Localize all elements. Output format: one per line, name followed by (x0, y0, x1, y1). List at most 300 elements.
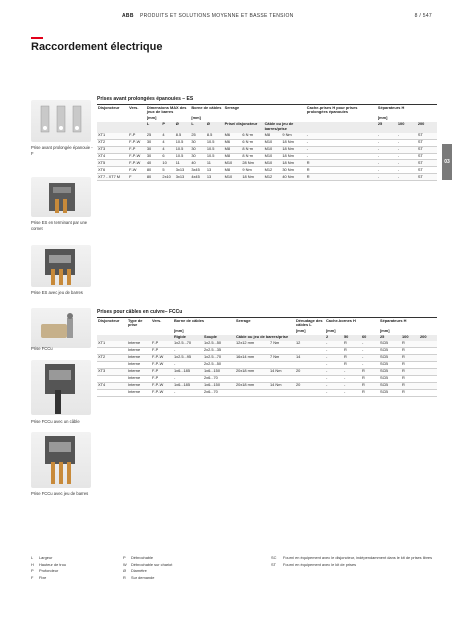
table-row (97, 375, 437, 382)
table-cell: 1x2.5...70 (203, 354, 235, 361)
table-cell (419, 354, 437, 361)
fccu-sub: Rigide (173, 335, 203, 341)
legend-item (123, 568, 213, 575)
table-cell: M6 (224, 133, 242, 139)
table-cell: Interne (127, 368, 151, 375)
table-cell: 30 (146, 153, 162, 160)
table-cell (295, 389, 325, 396)
table-cell: R (306, 174, 377, 181)
table-cell: 14 Nm (269, 368, 295, 375)
table-cell: XT6 (97, 167, 128, 174)
fccu-unit: [mm] (174, 328, 184, 334)
table-cell: F-P-W (151, 382, 173, 389)
table-cell: 30 (190, 153, 206, 160)
fccu-section-title: Prises pour câbles en cuivre– FCCu (97, 309, 183, 315)
page-number: 8 / 547 (414, 13, 432, 19)
table-cell: - (377, 133, 397, 139)
table-cell: 2x2.5...35 (203, 347, 235, 354)
table-cell: ST (417, 139, 437, 146)
table-cell: - (325, 361, 343, 368)
table-cell: R (343, 347, 361, 354)
es-table-body (97, 133, 437, 181)
table-cell: 1x6...185 (173, 382, 203, 389)
table-cell: - (306, 153, 377, 160)
table-cell (419, 347, 437, 354)
caption-fccu: Prise FCCu (31, 346, 53, 351)
legend-key: SC (271, 555, 277, 560)
table-cell: F-P-W (128, 153, 146, 160)
table-row (97, 139, 437, 146)
table-cell: F-P-W (151, 354, 173, 361)
table-cell: - (361, 347, 379, 354)
es-sub: Ø (206, 122, 224, 133)
table-cell: 30 (146, 146, 162, 153)
fccu-sub: 25 (379, 335, 401, 341)
table-cell: SCB (379, 389, 401, 396)
table-cell: 14 Nm (269, 382, 295, 389)
fccu-table (97, 317, 437, 397)
table-cell: 18 Nm (241, 174, 263, 181)
table-cell: Interne (127, 361, 151, 368)
table-cell: 10.5 (175, 146, 191, 153)
title-accent-bar (31, 37, 43, 39)
es-h-torque: Serrage (224, 105, 306, 116)
table-cell: - (397, 133, 417, 139)
legend-text: Fourni en équipement avec le disjoncteur, indépendamment dans le kit de prises libres (283, 555, 433, 560)
es-terminal-image (31, 100, 91, 142)
table-cell: 11 (206, 160, 224, 167)
table-cell: XT3 (97, 368, 127, 375)
fccu-h-strip: Dénudage des câbles L (295, 318, 325, 329)
table-cell: 7 Nm (269, 341, 295, 347)
table-cell: 18 Nm (281, 160, 305, 167)
table-cell: 18 Nm (281, 146, 305, 153)
table-cell: - (343, 368, 361, 375)
table-cell: 12 (295, 341, 325, 347)
table-cell: 11 (175, 160, 191, 167)
table-cell: R (401, 389, 419, 396)
table-cell: 10.5 (206, 139, 224, 146)
table-cell: 1x2.5...50 (203, 341, 235, 347)
table-cell (419, 389, 437, 396)
legend-key: ST (271, 561, 276, 567)
brand-name: ABB (122, 13, 134, 19)
table-cell (97, 375, 127, 382)
table-cell: 4 (161, 133, 174, 139)
table-cell: - (325, 347, 343, 354)
legend-item (123, 575, 213, 582)
table-cell: 10.5 (175, 153, 191, 160)
fccu-table-body (97, 341, 437, 396)
table-cell: 6 N·m (241, 133, 263, 139)
legend-item (123, 562, 213, 569)
fccu-h-torque: Serrage (235, 318, 295, 329)
legend-text: Débrochable sur chariot (131, 561, 173, 567)
es-sub: Câble ou jeu de barres/prise (264, 122, 306, 133)
table-cell: - (173, 375, 203, 382)
table-cell: - (306, 139, 377, 146)
es-busbar-image (31, 245, 91, 287)
table-cell (269, 347, 295, 354)
es-h-busbar: Dimensions MAX des jeux de barres (146, 105, 190, 116)
table-cell: - (343, 382, 361, 389)
fccu-busbar-image (31, 432, 91, 488)
table-cell: ST (417, 160, 437, 167)
table-cell: F-P-W (151, 389, 173, 396)
table-row (97, 354, 437, 361)
legend-text: Fourni en équipement avec le kit de prises (283, 561, 357, 567)
table-cell: - (361, 354, 379, 361)
table-cell: - (377, 153, 397, 160)
es-section-title: Prises avant prolongées épanouies – ES (97, 96, 194, 102)
table-cell: 3x45 (190, 167, 206, 174)
table-cell: 28 Nm (241, 160, 263, 167)
legend-key: Ø (123, 568, 127, 574)
table-cell: - (325, 375, 343, 382)
legend-key: W (123, 561, 127, 567)
table-cell: XT2 (97, 354, 127, 361)
table-cell: Interne (127, 375, 151, 382)
table-cell: - (325, 389, 343, 396)
es-h-breaker: Disjoncteur (97, 105, 128, 116)
header-section: PRODUITS ET SOLUTIONS MOYENNE ET BASSE TENSION (140, 13, 294, 19)
table-cell: F-P (151, 347, 173, 354)
table-cell: SCB (379, 354, 401, 361)
table-row (97, 368, 437, 375)
table-row (97, 389, 437, 396)
table-cell: SCB (379, 368, 401, 375)
table-cell: - (325, 382, 343, 389)
table-cell: Interne (127, 347, 151, 354)
table-cell: R (401, 347, 419, 354)
legend-item (31, 568, 91, 575)
legend-text: Largeur (39, 555, 53, 560)
es-sub: L (190, 122, 206, 133)
es-sub: P (161, 122, 174, 133)
table-row (97, 382, 437, 389)
caption-fccu-cable: Prise FCCu avec un câble (31, 419, 80, 424)
table-cell: Interne (127, 382, 151, 389)
table-cell: 8.5 (175, 133, 191, 139)
table-cell (269, 361, 295, 368)
table-cell: 3x13 (175, 174, 191, 181)
table-row (97, 361, 437, 368)
fccu-h-cover: Cache-bornes H (325, 318, 379, 329)
table-cell: - (397, 146, 417, 153)
table-cell (235, 389, 269, 396)
legend-item (123, 555, 213, 562)
table-cell: - (325, 368, 343, 375)
table-cell: - (306, 133, 377, 139)
table-cell: XT1 (97, 341, 127, 347)
table-cell: M8 (224, 153, 242, 160)
table-cell: M8 (224, 146, 242, 153)
fccu-sub: 50 (343, 335, 361, 341)
table-cell: 40 Nm (281, 174, 305, 181)
table-cell: F-P (128, 146, 146, 153)
table-cell: R (361, 368, 379, 375)
table-cell: ST (417, 133, 437, 139)
table-cell: R (343, 341, 361, 347)
legend-item (31, 555, 91, 562)
table-cell (97, 389, 127, 396)
table-cell: R (401, 375, 419, 382)
table-cell (419, 375, 437, 382)
es-unit: [mm] (191, 115, 201, 121)
table-cell: 14 (295, 354, 325, 361)
table-row (97, 347, 437, 354)
es-unit: [mm] (377, 115, 388, 121)
legend-col-3 (271, 555, 433, 568)
table-cell: F-P-W (128, 160, 146, 167)
table-cell: XT3 (97, 146, 128, 153)
table-cell: 30 Nm (281, 167, 305, 174)
table-cell: Interne (127, 341, 151, 347)
table-cell: 1x2.5...70 (173, 341, 203, 347)
table-cell: 13 (206, 174, 224, 181)
table-cell (235, 347, 269, 354)
table-cell: 20 (295, 368, 325, 375)
legend-key: P (123, 555, 126, 560)
es-sub: 100 (397, 122, 417, 133)
table-cell: SCB (379, 347, 401, 354)
table-cell: ST (417, 174, 437, 181)
table-cell: SCB (379, 341, 401, 347)
table-cell: - (377, 146, 397, 153)
table-cell: - (306, 146, 377, 153)
table-cell: SCB (379, 382, 401, 389)
table-cell: R (401, 368, 419, 375)
es-h-separators: Séparateurs H (377, 105, 437, 116)
fccu-terminal-image (31, 308, 91, 348)
table-cell: 30 (190, 139, 206, 146)
table-cell: XT1 (97, 133, 128, 139)
legend-text: Profondeur (39, 568, 59, 574)
table-cell: 6 N·m (241, 139, 263, 146)
table-cell: F-P (151, 341, 173, 347)
fccu-unit: [mm] (296, 328, 306, 334)
table-cell (97, 361, 127, 368)
table-cell: - (361, 341, 379, 347)
fccu-cable-image (31, 360, 91, 415)
table-cell: 16x14 mm (235, 354, 269, 361)
table-cell: M10 (264, 153, 282, 160)
table-cell: 1x6...150 (203, 382, 235, 389)
table-cell: - (377, 167, 397, 174)
table-cell: 1x6...185 (173, 368, 203, 375)
table-cell: R (401, 382, 419, 389)
table-cell: 25 (146, 133, 162, 139)
table-cell: R (343, 354, 361, 361)
legend-key: P (31, 568, 34, 574)
table-cell (295, 375, 325, 382)
table-row (97, 160, 437, 167)
table-cell: 2x6...70 (203, 375, 235, 382)
fccu-sub: Câble ou jeu de barres/prise (235, 335, 295, 341)
table-cell: - (377, 160, 397, 167)
table-cell: - (397, 160, 417, 167)
table-cell: 1x2.5...95 (173, 354, 203, 361)
table-cell: F-W (128, 167, 146, 174)
table-cell: F-P (128, 133, 146, 139)
table-cell: 10.5 (206, 153, 224, 160)
fccu-unit: [mm] (326, 328, 336, 334)
table-cell: R (401, 341, 419, 347)
table-cell: XT4 (97, 153, 128, 160)
table-cell: - (173, 389, 203, 396)
es-h-cable: Borne de câbles (190, 105, 223, 116)
table-cell: - (397, 139, 417, 146)
table-cell: M8 (264, 133, 282, 139)
table-cell: M8 (224, 167, 242, 174)
table-cell: 8.5 (206, 133, 224, 139)
legend-text: Diamètre (131, 568, 147, 574)
legend-key: R (123, 574, 126, 580)
es-h-cover: Cache-prises H pour prises prolongées épanouies (306, 105, 377, 116)
table-cell: XT4 (97, 382, 127, 389)
table-cell: M10 (224, 174, 242, 181)
table-cell (295, 361, 325, 368)
legend-col-2 (123, 555, 213, 581)
table-cell: SCB (379, 361, 401, 368)
legend-key: F (31, 574, 34, 580)
table-cell: 8 N·m (241, 146, 263, 153)
es-table (97, 104, 437, 181)
legend-item (31, 575, 91, 582)
table-cell: 9 Nm (241, 167, 263, 174)
fccu-sub: Souple (203, 335, 235, 341)
table-cell: R (401, 354, 419, 361)
table-cell: 13 (206, 167, 224, 174)
chapter-tab[interactable]: 03 (442, 144, 452, 180)
legend-item (31, 562, 91, 569)
table-cell: R (361, 382, 379, 389)
table-cell: R (343, 361, 361, 368)
table-cell: - (325, 354, 343, 361)
table-cell: 4x45 (190, 174, 206, 181)
table-cell: - (397, 167, 417, 174)
table-cell: F-P-W (151, 361, 173, 368)
table-cell: R (306, 167, 377, 174)
table-cell: M12 (264, 174, 282, 181)
table-cell: ST (417, 167, 437, 174)
table-row (97, 167, 437, 174)
fccu-h-type: Type de prise (127, 318, 151, 329)
table-cell: 25 (190, 133, 206, 139)
caption-fccu-busbar: Prise FCCu avec jeu de barres (31, 491, 89, 496)
table-cell: - (377, 174, 397, 181)
table-cell: 5 (161, 167, 174, 174)
table-cell: 20x18 mm (235, 382, 269, 389)
table-cell: 40 (190, 160, 206, 167)
fccu-sub: 200 (419, 335, 437, 341)
legend-col-1 (31, 555, 91, 581)
fccu-h-separators: Séparateurs H (379, 318, 437, 329)
legend-key: H (31, 561, 34, 567)
page-title: Raccordement électrique (31, 41, 163, 53)
table-cell: 18 Nm (281, 153, 305, 160)
caption-es-busbar: Prise ES avec jeu de barres (31, 290, 83, 295)
table-cell: 1x6...150 (203, 368, 235, 375)
table-cell: 12x12 mm (235, 341, 269, 347)
table-cell: 80 (146, 174, 162, 181)
table-cell: - (325, 341, 343, 347)
fccu-sub: 2 (325, 335, 343, 341)
table-cell: - (361, 361, 379, 368)
fccu-sub: 60 (361, 335, 379, 341)
table-cell (97, 347, 127, 354)
table-cell: 20 (295, 382, 325, 389)
es-sub: Prise/ disjoncteur (224, 122, 264, 133)
table-cell: - (397, 174, 417, 181)
table-row (97, 146, 437, 153)
table-cell: M10 (264, 160, 282, 167)
table-cell (419, 361, 437, 368)
table-cell: SCB (379, 375, 401, 382)
legend-item (271, 562, 421, 569)
table-cell: R (401, 361, 419, 368)
table-cell: 3x13 (175, 167, 191, 174)
table-cell: 30 (190, 146, 206, 153)
legend-item (271, 555, 433, 562)
table-cell: 80 (146, 167, 162, 174)
table-cell: ST (417, 153, 437, 160)
es-h-version: Vers. (128, 105, 146, 116)
table-cell: 20x18 mm (235, 368, 269, 375)
table-cell: Interne (127, 354, 151, 361)
table-cell: ST (417, 146, 437, 153)
table-cell: F-P (151, 368, 173, 375)
es-sub: 25 (377, 122, 397, 133)
table-cell (269, 389, 295, 396)
es-sub: 200 (417, 122, 437, 133)
table-cell: M10 (264, 139, 282, 146)
legend-text: Débrochable (131, 555, 154, 560)
table-cell: 4 (161, 139, 174, 146)
table-cell (295, 347, 325, 354)
table-cell: 2x6...70 (203, 389, 235, 396)
table-cell: F-P-W (128, 139, 146, 146)
table-cell: - (343, 375, 361, 382)
table-cell: F-P (151, 375, 173, 382)
table-cell: 30 (146, 139, 162, 146)
fccu-h-breaker: Disjoncteur (97, 318, 127, 329)
legend-text: Fixe (39, 574, 47, 580)
legend-key: L (31, 555, 34, 560)
table-cell: XT5 (97, 160, 128, 167)
table-cell (419, 368, 437, 375)
table-cell: 2x2.5...50 (203, 361, 235, 368)
caption-es: Prise avant prolongée épanouie - F (31, 145, 93, 156)
fccu-sub: 100 (401, 335, 419, 341)
table-cell: R (361, 375, 379, 382)
fccu-unit: [mm] (380, 328, 390, 334)
table-cell (235, 361, 269, 368)
table-cell: 18 Nm (281, 139, 305, 146)
table-cell: R (306, 160, 377, 167)
table-cell: - (343, 389, 361, 396)
es-sub: L (146, 122, 162, 133)
table-cell: - (173, 347, 203, 354)
table-cell: 10.5 (206, 146, 224, 153)
table-cell: 6 (161, 153, 174, 160)
legend-text: Sur demande (131, 574, 155, 580)
table-cell: M12 (264, 167, 282, 174)
fccu-h-version: Vers. (151, 318, 173, 329)
table-cell (269, 375, 295, 382)
table-row (97, 153, 437, 160)
table-cell: 8 N·m (241, 153, 263, 160)
